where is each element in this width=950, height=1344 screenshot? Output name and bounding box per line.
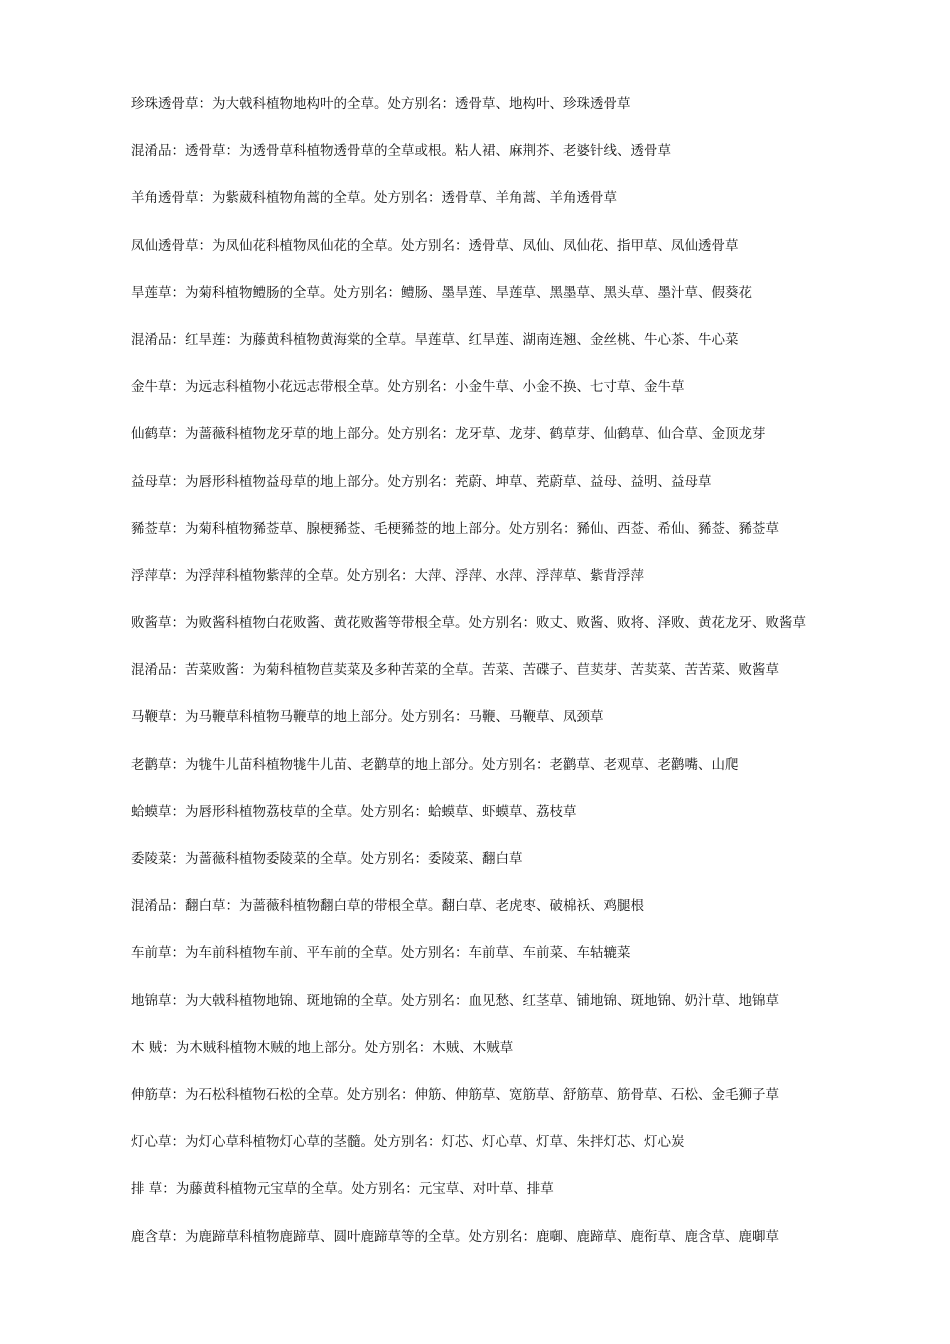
herb-entry: 排 草：为藤黄科植物元宝草的全草。处方别名：元宝草、对叶草、排草	[131, 1181, 554, 1198]
herb-entry: 老鹳草：为牻牛儿苗科植物牻牛儿苗、老鹳草的地上部分。处方别名：老鹳草、老观草、老鹳嘴、山爬	[131, 756, 739, 773]
herb-entry-list	[131, 94, 921, 1274]
herb-entry: 豨莶草：为菊科植物豨莶草、腺梗豨莶、毛梗豨莶的地上部分。处方别名：豨仙、西莶、希仙、豨莶、豨莶草	[131, 520, 779, 537]
herb-entry: 鹿含草：为鹿蹄草科植物鹿蹄草、圆叶鹿蹄草等的全草。处方别名：鹿啣、鹿蹄草、鹿衔草、鹿含草、鹿啣草	[131, 1228, 779, 1245]
herb-entry: 金牛草：为远志科植物小花远志带根全草。处方别名：小金牛草、小金不换、七寸草、金牛草	[131, 379, 685, 396]
herb-entry: 败酱草：为败酱科植物白花败酱、黄花败酱等带根全草。处方别名：败丈、败酱、败将、泽败、黄花龙牙、败酱草	[131, 615, 806, 632]
herb-entry: 珍珠透骨草：为大戟科植物地构叶的全草。处方别名：透骨草、地构叶、珍珠透骨草	[131, 96, 631, 112]
herb-entry: 地锦草：为大戟科植物地锦、斑地锦的全草。处方别名：血见愁、红茎草、铺地锦、斑地锦、奶汁草、地锦草	[131, 992, 779, 1009]
herb-entry: 凤仙透骨草：为凤仙花科植物凤仙花的全草。处方别名：透骨草、凤仙、凤仙花、指甲草、凤仙透骨草	[131, 237, 739, 254]
herb-entry: 羊角透骨草：为紫葳科植物角蒿的全草。处方别名：透骨草、羊角蒿、羊角透骨草	[131, 190, 617, 207]
herb-entry: 混淆品：透骨草：为透骨草科植物透骨草的全草或根。粘人裙、麻荆芥、老婆针线、透骨草	[131, 143, 671, 160]
herb-entry: 混淆品：翻白草：为蔷薇科植物翻白草的带根全草。翻白草、老虎枣、破棉袄、鸡腿根	[131, 898, 644, 915]
herb-entry: 车前草：为车前科植物车前、平车前的全草。处方别名：车前草、车前菜、车轱辘菜	[131, 945, 631, 962]
herb-entry: 益母草：为唇形科植物益母草的地上部分。处方别名：茺蔚、坤草、茺蔚草、益母、益明、益母草	[131, 473, 712, 490]
herb-entry: 灯心草：为灯心草科植物灯心草的茎髓。处方别名：灯芯、灯心草、灯草、朱拌灯芯、灯心炭	[131, 1134, 685, 1151]
herb-entry: 马鞭草：为马鞭草科植物马鞭草的地上部分。处方别名：马鞭、马鞭草、凤颈草	[131, 709, 604, 726]
herb-entry: 木 贼：为木贼科植物木贼的地上部分。处方别名：木贼、木贼草	[131, 1039, 514, 1056]
herb-entry: 伸筋草：为石松科植物石松的全草。处方别名：伸筋、伸筋草、宽筋草、舒筋草、筋骨草、石松、金毛狮子草	[131, 1086, 779, 1103]
herb-entry: 委陵菜：为蔷薇科植物委陵菜的全草。处方别名：委陵菜、翻白草	[131, 851, 523, 867]
herb-entry: 混淆品：苦菜败酱：为菊科植物苣荬菜及多种苦菜的全草。苦菜、苦碟子、苣荬芽、苦荬菜、苦苦菜、败酱草	[131, 662, 779, 679]
herb-entry: 旱莲草：为菊科植物鳢肠的全草。处方别名：鳢肠、墨旱莲、旱莲草、黑墨草、黑头草、墨汁草、假葵花	[131, 284, 752, 301]
herb-entry: 混淆品：红旱莲：为藤黄科植物黄海棠的全草。旱莲草、红旱莲、湖南连翘、金丝桃、牛心茶、牛心菜	[131, 331, 739, 348]
herb-entry: 蛤蟆草：为唇形科植物荔枝草的全草。处方别名：蛤蟆草、虾蟆草、荔枝草	[131, 803, 577, 820]
herb-entry: 仙鹤草：为蔷薇科植物龙牙草的地上部分。处方别名：龙牙草、龙芽、鹤草芽、仙鹤草、仙合草、金顶龙芽	[131, 426, 766, 443]
herb-entry: 浮萍草：为浮萍科植物紫萍的全草。处方别名：大萍、浮萍、水萍、浮萍草、紫背浮萍	[131, 567, 644, 584]
